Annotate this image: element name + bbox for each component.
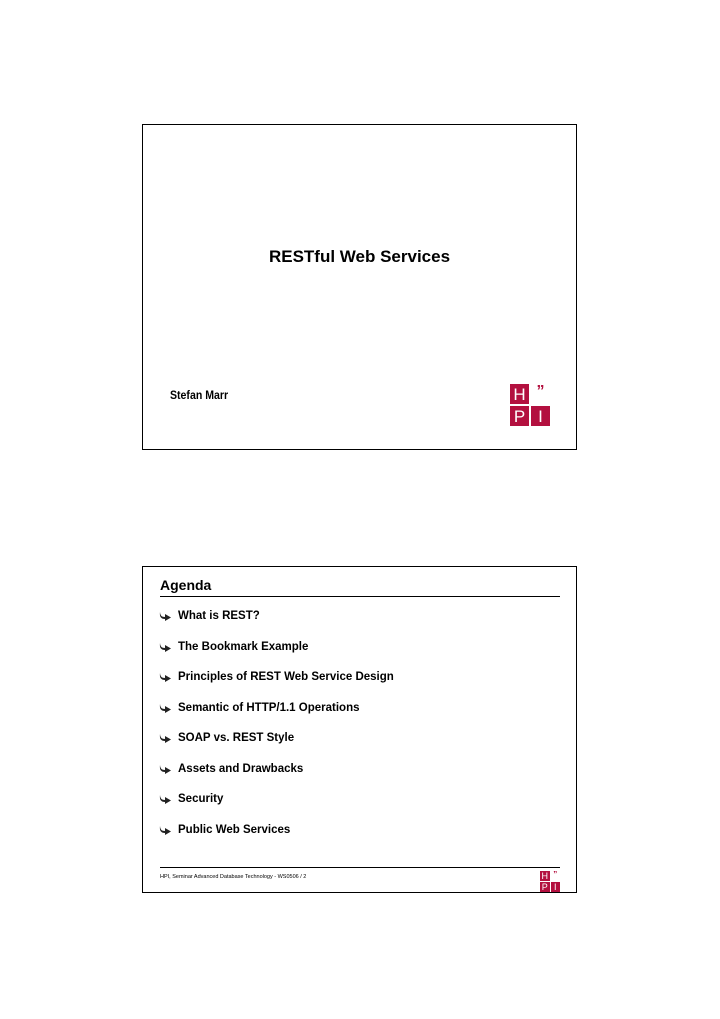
agenda-item (159, 784, 394, 815)
agenda-item-label: The Bookmark Example (178, 640, 309, 653)
agenda-item-label: Assets and Drawbacks (178, 762, 304, 775)
agenda-list (159, 601, 394, 845)
agenda-item-label: SOAP vs. REST Style (178, 732, 295, 745)
logo-letter-i: I (531, 406, 550, 426)
slide-title: RESTful Web Services (268, 247, 451, 266)
agenda-heading: Agenda (160, 577, 212, 593)
arrow-bullet-icon (159, 764, 172, 774)
logo-letter-i: I (551, 882, 561, 892)
author-name: Stefan Marr (170, 388, 229, 402)
agenda-item (159, 662, 394, 693)
heading-divider (160, 596, 560, 597)
slide-footer: HPI, Seminar Advanced Database Technology - WS0506 / 2 (160, 874, 307, 880)
agenda-item-label: Security (178, 793, 224, 806)
agenda-item (159, 693, 394, 724)
agenda-slide (142, 566, 577, 893)
logo-letter-p: P (510, 406, 529, 426)
arrow-bullet-icon (159, 611, 172, 621)
logo-quote-mark: ” (531, 384, 550, 404)
agenda-item (159, 723, 394, 754)
hpi-logo (510, 384, 550, 426)
agenda-item (159, 601, 394, 632)
arrow-bullet-icon (159, 672, 172, 682)
agenda-item (159, 754, 394, 785)
arrow-bullet-icon (159, 733, 172, 743)
agenda-item-label: Principles of REST Web Service Design (178, 671, 394, 684)
logo-letter-h: H (510, 384, 529, 404)
agenda-item-label: Public Web Services (178, 823, 291, 836)
agenda-item-label: Semantic of HTTP/1.1 Operations (178, 701, 360, 714)
logo-letter-p: P (541, 881, 548, 892)
arrow-bullet-icon (159, 703, 172, 713)
agenda-item (159, 815, 394, 846)
logo-letter-h: H (541, 870, 548, 881)
footer-divider (160, 867, 560, 868)
agenda-item (159, 632, 394, 663)
agenda-item-label: What is REST? (178, 610, 260, 623)
logo-quote-mark: ” (551, 871, 561, 881)
arrow-bullet-icon (159, 642, 172, 652)
arrow-bullet-icon (159, 794, 172, 804)
arrow-bullet-icon (159, 825, 172, 835)
title-slide (142, 124, 577, 450)
hpi-logo-small (540, 871, 560, 892)
